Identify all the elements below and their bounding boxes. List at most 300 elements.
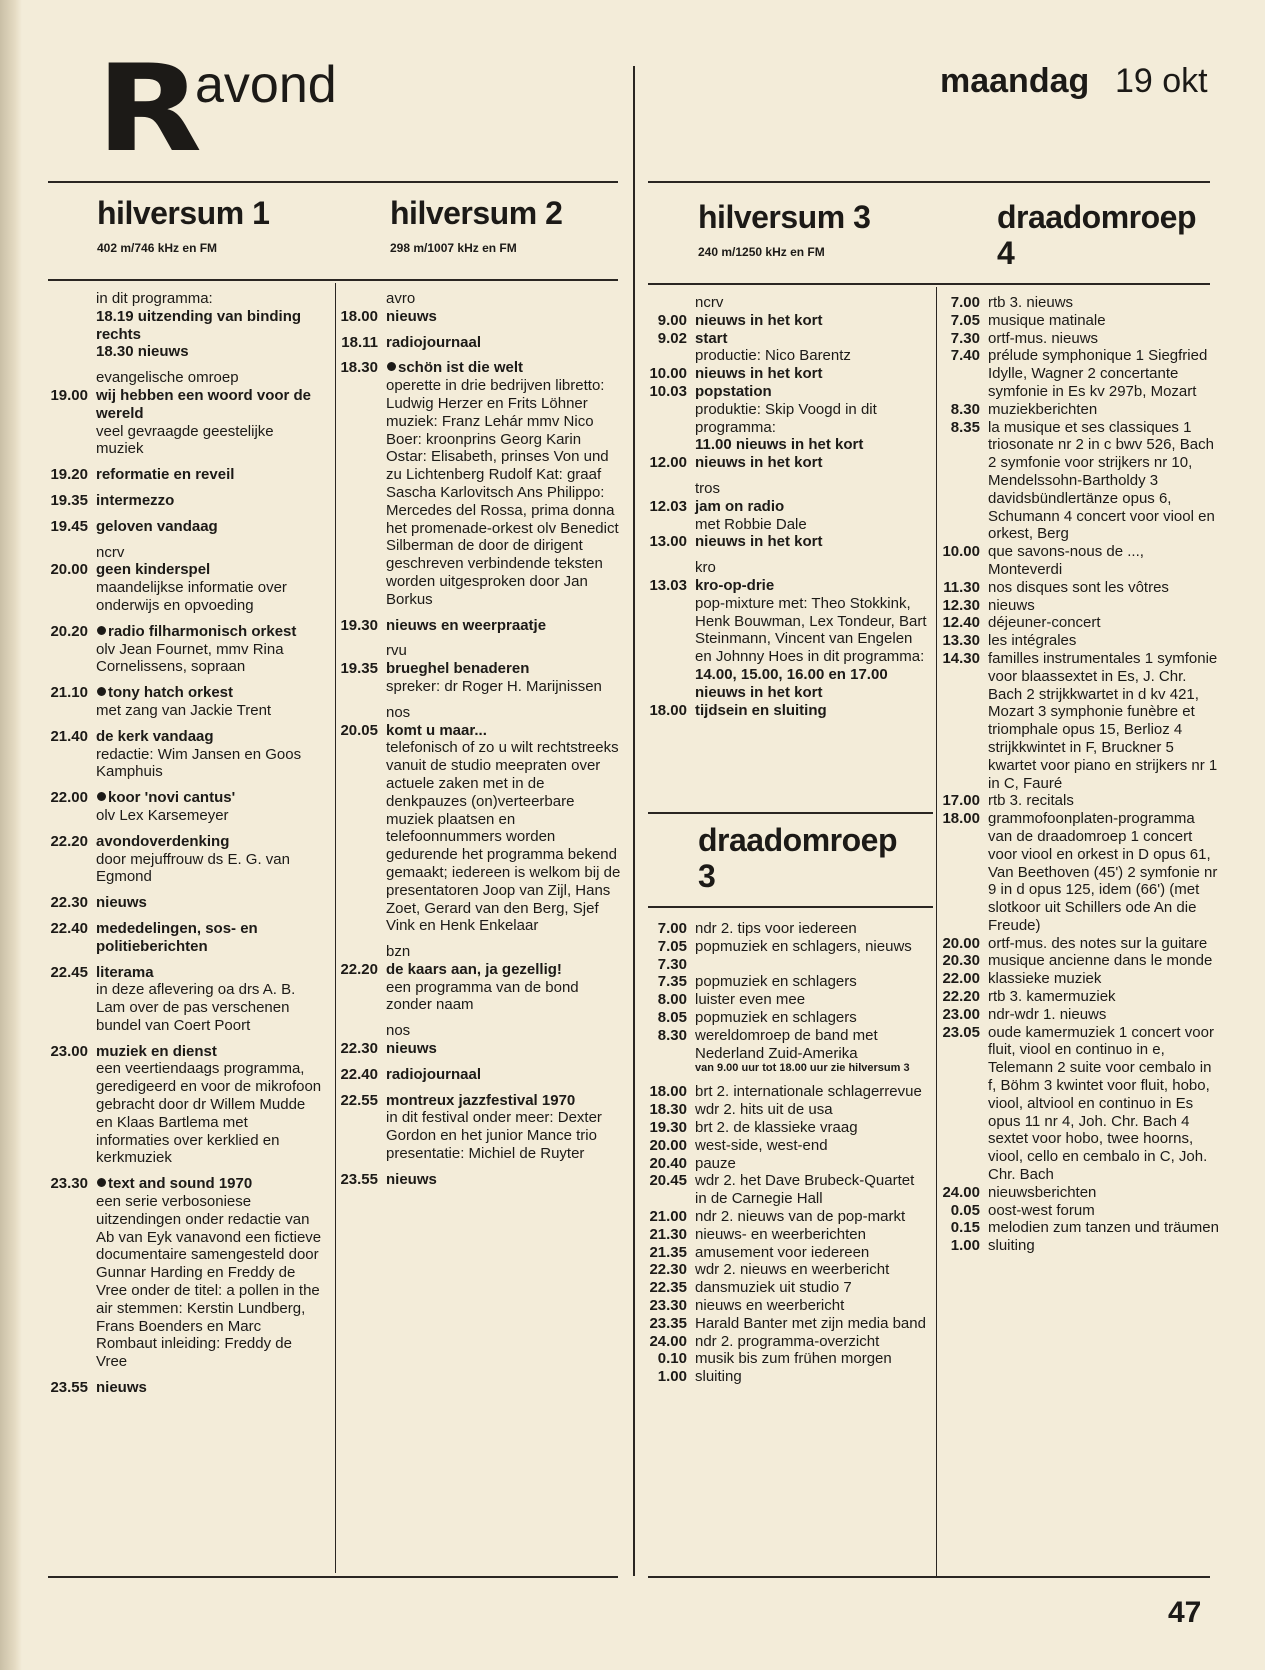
spacer: [44, 361, 322, 369]
program-time: 13.03: [649, 576, 687, 594]
program-body: [687, 1119, 930, 1137]
program-body: [687, 1083, 930, 1101]
program-body: [378, 1092, 622, 1163]
program-time: 21.00: [649, 1207, 687, 1225]
intro-highlight: 18.19 uitzending van binding rechts: [96, 307, 302, 343]
program-title: montreux jazzfestival 1970: [386, 1091, 576, 1109]
program-text: brt 2. internationale schlagerrevue: [695, 1083, 922, 1101]
program-title: nieuws: [386, 1040, 437, 1058]
spacer: [645, 1075, 930, 1083]
program-text: ortf-mus. des notes sur la guitare: [988, 934, 1208, 952]
program-body: [980, 347, 1220, 400]
broadcaster-name: kro: [695, 559, 716, 577]
program-entry: [645, 991, 930, 1009]
rule-bottom-left: [48, 1576, 618, 1578]
spacer: [332, 351, 622, 359]
program-body: [687, 1350, 930, 1368]
broadcaster-name: bzn: [386, 943, 411, 961]
program-time: 20.00: [649, 1136, 687, 1154]
program-time: 20.30: [942, 952, 980, 970]
program-title: nieuws: [96, 1379, 147, 1397]
program-body: [378, 334, 622, 352]
intro-row: [44, 290, 322, 361]
program-title: popstation: [695, 382, 772, 400]
program-time: 22.35: [649, 1279, 687, 1297]
station-draadomroep-4: [997, 199, 1196, 271]
program-text: musique matinale: [988, 311, 1106, 329]
program-entry: [645, 383, 930, 454]
program-time: 0.15: [950, 1219, 980, 1237]
program-text: popmuziek en schlagers: [695, 973, 857, 991]
program-body: [980, 294, 1220, 312]
stereo-icon: [97, 792, 106, 801]
program-entry: [332, 1066, 622, 1084]
rule-top-right: [648, 181, 1210, 183]
program-time: 23.05: [942, 1023, 980, 1041]
program-time: 11.30: [943, 578, 980, 596]
program-body: [687, 1208, 930, 1226]
station-number: 3: [698, 858, 716, 894]
program-title: nieuws: [386, 307, 437, 325]
program-body: [980, 1184, 1220, 1202]
program-title: de kerk vandaag: [96, 727, 214, 745]
broadcaster-row: [332, 943, 622, 961]
program-entry: [44, 1043, 322, 1168]
program-text: ndr-wdr 1. nieuws: [988, 1005, 1107, 1023]
spacer: [44, 720, 322, 728]
program-entry: [645, 920, 930, 938]
program-text: oost-west forum: [988, 1201, 1095, 1219]
program-entry: [645, 454, 930, 472]
program-highlight: 14.00, 15.00, 16.00 en 17.00 nieuws in het kort: [695, 665, 888, 701]
program-entry: [645, 973, 930, 991]
program-time: 7.00: [657, 920, 687, 937]
program-entry: [332, 308, 622, 326]
program-title: literama: [96, 963, 154, 981]
program-time: 19.35: [340, 660, 378, 678]
program-description: maandelijkse informatie over onderwijs en opvoeding: [96, 579, 287, 614]
program-highlight: 11.00 nieuws in het kort: [695, 436, 864, 454]
program-time: 23.00: [50, 1042, 88, 1060]
program-time: 8.30: [950, 400, 980, 418]
program-body: [687, 1226, 930, 1244]
program-time: 8.05: [657, 1008, 687, 1026]
program-title: start: [695, 329, 728, 347]
program-time: 7.05: [950, 311, 980, 329]
broadcaster-row: [44, 544, 322, 562]
program-entry: [940, 792, 1220, 810]
broadcaster-name: ncrv: [695, 294, 724, 311]
program-time: 22.30: [649, 1261, 687, 1279]
program-title: radio filharmonisch orkest: [108, 622, 297, 640]
program-time: 0.05: [950, 1201, 980, 1219]
program-text: nos disques sont les vôtres: [988, 578, 1169, 596]
broadcaster-name: ncrv: [96, 543, 125, 561]
program-time: 23.00: [942, 1005, 980, 1023]
program-time: 21.40: [50, 727, 88, 745]
program-title: nieuws: [386, 1170, 437, 1188]
program-text: pauze: [695, 1154, 736, 1172]
spacer: [332, 1014, 622, 1022]
spacer: [332, 935, 622, 943]
program-entry: [645, 938, 930, 956]
program-title: nieuws en weerpraatje: [386, 616, 547, 634]
program-entry: [44, 833, 322, 886]
program-title: mededelingen, sos- en politieberichten: [96, 919, 258, 955]
program-entry: [645, 330, 930, 366]
program-text: ndr 2. tips voor iedereen: [695, 920, 857, 937]
station-name: draadomroep: [698, 822, 897, 858]
time-blank: [332, 943, 378, 961]
program-text: dansmuziek uit studio 7: [695, 1279, 852, 1297]
program-time: 20.20: [50, 622, 88, 640]
program-entry: [645, 1279, 930, 1297]
rule-header-left: [48, 279, 618, 281]
program-time: 18.00: [649, 1083, 687, 1101]
program-body: [687, 1297, 930, 1315]
program-entry: [645, 498, 930, 534]
program-time: 8.35: [950, 418, 980, 436]
program-time: 7.35: [657, 973, 687, 991]
broadcaster-name: tros: [695, 479, 721, 497]
program-time: 14.30: [942, 649, 980, 667]
program-time: 20.05: [340, 721, 378, 739]
program-body: [88, 387, 322, 458]
section-letter: R: [96, 40, 198, 179]
station-frequency: 402 m/746 kHz en FM: [97, 241, 218, 255]
station-name: draadomroep: [997, 199, 1196, 235]
rule-draadomroep3-bottom: [648, 906, 933, 908]
spacer: [332, 1084, 622, 1092]
program-entry: [645, 1155, 930, 1173]
intro-text: [88, 290, 322, 361]
broadcaster-name: evangelische omroep: [96, 369, 239, 387]
program-body: [88, 920, 322, 956]
program-entry: [940, 632, 1220, 650]
program-text: ndr 2. programma-overzicht: [695, 1332, 880, 1350]
spacer: [44, 912, 322, 920]
program-title: nieuws in het kort: [695, 311, 823, 329]
time-blank: [44, 369, 88, 387]
program-title: de kaars aan, ja gezellig!: [386, 960, 562, 978]
program-entry: [645, 1261, 930, 1279]
program-entry: [940, 1024, 1220, 1184]
program-time: 22.20: [50, 832, 88, 850]
program-entry: [940, 347, 1220, 400]
spacer: [44, 536, 322, 544]
program-title: jam on radio: [695, 497, 785, 515]
program-time: 22.20: [340, 960, 378, 978]
stereo-icon: [387, 362, 396, 371]
program-time: 10.00: [649, 365, 687, 383]
program-time: 18.00: [649, 701, 687, 719]
program-entry: [940, 614, 1220, 632]
program-body: [88, 684, 322, 720]
rule-header-right: [648, 283, 1210, 285]
program-entry: [44, 728, 322, 781]
program-body: [378, 617, 622, 635]
program-entry: [332, 1092, 622, 1163]
program-body: [687, 577, 930, 702]
program-body: [687, 702, 930, 720]
program-time: 21.30: [649, 1225, 687, 1243]
program-body: [687, 956, 930, 974]
program-description: met Robbie Dale: [695, 515, 807, 533]
program-description: een programma van de bond zonder naam: [386, 978, 579, 1014]
program-entry: [332, 359, 622, 608]
program-body: [980, 1219, 1220, 1237]
program-body: [980, 419, 1220, 544]
program-time: 9.02: [657, 329, 687, 347]
program-time: 20.45: [649, 1172, 687, 1190]
program-title: reformatie en reveil: [96, 466, 235, 484]
program-body: [378, 722, 622, 936]
program-title: intermezzo: [96, 491, 175, 509]
program-text: wereldomroep de band met Nederland Zuid-Amerika: [695, 1026, 878, 1062]
program-title: nieuws: [96, 894, 147, 912]
program-body: [687, 383, 930, 454]
program-text: musique ancienne dans le monde: [988, 952, 1213, 970]
time-blank: [645, 294, 687, 312]
program-body: [687, 1155, 930, 1173]
broadcaster-name: nos: [386, 1022, 411, 1040]
program-time: 22.30: [340, 1040, 378, 1058]
spacer: [44, 825, 322, 833]
program-time: 10.00: [942, 543, 980, 561]
program-entry: [940, 810, 1220, 935]
intro-highlight: 18.30 nieuws: [96, 343, 189, 361]
program-entry: [940, 401, 1220, 419]
spacer: [332, 609, 622, 617]
program-text: musik bis zum frühen morgen: [695, 1350, 892, 1368]
program-entry: [44, 1379, 322, 1397]
program-entry: [940, 1219, 1220, 1237]
program-text: la musique et ses classiques 1 triosonate nr 2 in c bwv 526, Bach 2 symfonie voor strijkers nr 10, Mendelssohn-Bartholdy 3 davidsbündlertänze opus 6, Schumann 4 concert voor viool en orkest, Berg: [988, 418, 1215, 543]
program-body: [88, 1175, 322, 1371]
program-entry: [645, 1172, 930, 1208]
program-description: een veertiendaags programma, geredigeerd en voor de mikrofoon gebracht door dr Willem Mudde en Klaas Bartlema met informaties over kerklied en kerkmuziek: [96, 1060, 322, 1167]
program-time: 23.55: [50, 1379, 88, 1397]
broadcaster-row: [645, 559, 930, 577]
time-blank: [645, 480, 687, 498]
program-entry: [940, 952, 1220, 970]
schedule-note: van 9.00 uur tot 18.00 uur zie hilversum 3: [695, 1062, 910, 1075]
time-blank: [44, 544, 88, 562]
program-description: spreker: dr Roger H. Marijnissen: [386, 677, 602, 695]
program-entry: [645, 1027, 930, 1063]
program-body: [980, 792, 1220, 810]
schedule-hilversum-2: [332, 290, 622, 1197]
program-entry: [332, 334, 622, 352]
program-time: 23.30: [50, 1175, 88, 1193]
program-entry: [940, 1237, 1220, 1255]
program-body: [378, 660, 622, 696]
program-entry: [44, 789, 322, 825]
program-body: [687, 533, 930, 551]
time-blank: [332, 290, 378, 308]
program-body: [378, 359, 622, 608]
program-text: déjeuner-concert: [988, 614, 1101, 632]
program-time: 24.00: [942, 1183, 980, 1201]
program-body: [378, 1171, 622, 1189]
program-time: 9.00: [657, 311, 687, 329]
program-entry: [645, 1208, 930, 1226]
program-text: wdr 2. nieuws en weerbericht: [695, 1261, 890, 1279]
program-time: 20.00: [942, 934, 980, 952]
program-entry: [940, 543, 1220, 579]
program-text: les intégrales: [988, 632, 1077, 650]
broadcaster-row: [44, 369, 322, 387]
program-description: veel gevraagde geestelijke muziek: [96, 422, 274, 458]
program-body: [88, 623, 322, 676]
program-body: [980, 1237, 1220, 1255]
program-time: 8.30: [657, 1026, 687, 1044]
program-body: [88, 728, 322, 781]
program-description: operette in drie bedrijven libretto: Ludwig Herzer en Frits Löhner muziek: Franz Lehár mmv Nico Boer: kroonprins Georg Karin Ostar: Elisabeth, prinses Von und zu Lichtenberg Rudolf Kat: graaf Sascha Karlovitsch Ans Philippo: Mercedes del Rossa, prima donna het promenade-orkest olv Benedict Silberman de door de dirigent geschreven verbindende teksten worden uitgesproken door Jan Borkus: [386, 377, 619, 608]
program-body: [687, 330, 930, 366]
broadcaster-row: [332, 1022, 622, 1040]
program-body: [980, 312, 1220, 330]
spacer: [44, 956, 322, 964]
program-body: [687, 938, 930, 956]
program-time: 19.35: [50, 491, 88, 509]
program-entry: [332, 1040, 622, 1058]
program-body: [687, 1368, 930, 1386]
program-time: 7.30: [657, 955, 687, 973]
program-entry: [645, 1333, 930, 1351]
program-text: ndr 2. nieuws van de pop-markt: [695, 1207, 906, 1225]
program-title: nieuws in het kort: [695, 454, 823, 472]
program-time: 17.00: [942, 792, 980, 810]
program-body: [687, 498, 930, 534]
program-time: 19.20: [50, 466, 88, 484]
spacer: [44, 886, 322, 894]
program-body: [687, 973, 930, 991]
program-body: [88, 1379, 322, 1397]
program-title: koor 'novi cantus': [108, 789, 236, 807]
program-time: 22.00: [942, 970, 980, 988]
program-title: brueghel benaderen: [386, 660, 530, 678]
station-name: hilversum 3: [698, 199, 871, 235]
intro-line: in dit programma:: [96, 290, 213, 307]
program-entry: [44, 466, 322, 484]
program-text: sluiting: [695, 1368, 742, 1386]
station-frequency: 240 m/1250 kHz en FM: [698, 245, 825, 259]
program-entry: [645, 1137, 930, 1155]
program-entry: [44, 1175, 322, 1371]
program-entry: [940, 597, 1220, 615]
page-number: 47: [1168, 1596, 1202, 1629]
col-divider-3: [936, 287, 937, 1577]
spacer: [44, 615, 322, 623]
date-label: 19 okt: [1115, 62, 1208, 100]
program-entry: [940, 1202, 1220, 1220]
program-body: [980, 579, 1220, 597]
station-hilversum-2: [390, 195, 562, 255]
program-entry: [940, 419, 1220, 544]
program-time: 22.45: [50, 963, 88, 981]
rule-top-left: [48, 181, 618, 183]
program-body: [687, 1027, 930, 1063]
program-title: kro-op-drie: [695, 576, 775, 594]
program-time: 22.20: [942, 988, 980, 1006]
program-text: nieuws en weerbericht: [695, 1296, 845, 1314]
schedule-hilversum-3: [645, 294, 930, 719]
program-entry: [645, 1226, 930, 1244]
station-name: hilversum 2: [390, 195, 563, 231]
stereo-icon: [97, 687, 106, 696]
program-time: 24.00: [649, 1332, 687, 1350]
broadcaster-name: nos: [386, 703, 411, 721]
program-entry: [940, 1006, 1220, 1024]
program-text: brt 2. de klassieke vraag: [695, 1118, 858, 1136]
program-text: west-side, west-end: [695, 1136, 828, 1154]
program-text: ortf-mus. nieuws: [988, 329, 1099, 347]
program-body: [980, 988, 1220, 1006]
program-text: melodien zum tanzen und träumen: [988, 1219, 1219, 1237]
program-entry: [44, 518, 322, 536]
program-entry: [940, 1184, 1220, 1202]
program-time: 7.00: [950, 294, 980, 311]
program-body: [687, 1279, 930, 1297]
station-name: hilversum 1: [97, 195, 270, 231]
spacer: [44, 1371, 322, 1379]
program-body: [980, 632, 1220, 650]
program-time: 23.55: [340, 1170, 378, 1188]
program-body: [88, 833, 322, 886]
program-title: geloven vandaag: [96, 517, 218, 535]
spacer: [332, 1058, 622, 1066]
program-body: [980, 970, 1220, 988]
program-entry: [44, 684, 322, 720]
program-body: [687, 1137, 930, 1155]
program-entry: [940, 330, 1220, 348]
program-description: een serie verbosoniese uitzendingen onder redactie van Ab van Eyk vanavond een fictieve documentaire samengesteld door Gunnar Harding en Freddy de Vree onder de titel: a pollen in the air stemmen: Kerstin Lundberg, Frans Boenders en Marc Rombaut inleiding: Freddy de Vree: [96, 1193, 322, 1371]
program-body: [687, 1172, 930, 1208]
program-time: 19.45: [50, 517, 88, 535]
program-time: 12.30: [942, 596, 980, 614]
program-entry: [645, 956, 930, 974]
program-body: [378, 1040, 622, 1058]
spacer: [332, 696, 622, 704]
program-entry: [645, 1350, 930, 1368]
program-description: olv Lex Karsemeyer: [96, 806, 229, 824]
program-entry: [332, 722, 622, 936]
station-draadomroep-3: [698, 822, 897, 894]
program-body: [980, 330, 1220, 348]
program-entry: [645, 1119, 930, 1137]
program-body: [980, 650, 1220, 792]
program-description: telefonisch of zo u wilt rechtstreeks vanuit de studio meepraten over actuele zaken met in de denkpauzes (on)verteerbare muziek plaatsen en telefoonnummers worden gedurende het programma bekend gemaakt; iedereen is welkom bij de presentatoren Joop van Zijl, Hans Zoet, Gerard van den Berg, Sjef Vink en Henk Enkelaar: [386, 739, 621, 935]
program-time: 23.30: [649, 1296, 687, 1314]
spacer: [44, 1397, 322, 1405]
program-text: luister even mee: [695, 991, 806, 1009]
program-entry: [332, 1171, 622, 1189]
broadcaster-row: [332, 704, 622, 722]
program-entry: [332, 961, 622, 1014]
program-entry: [645, 1009, 930, 1027]
program-entry: [645, 365, 930, 383]
program-time: 8.00: [657, 991, 687, 1009]
program-text: grammofoonplaten-programma van de draadomroep 1 concert voor viool en orkest in D opus 61, Van Beethoven (45') 2 symfonie nr 9 in d opus 125, idem (66') (met slotkoor uit Schillers ode An die Freude): [988, 810, 1218, 934]
program-body: [88, 1043, 322, 1168]
program-entry: [645, 1368, 930, 1386]
program-body: [88, 466, 322, 484]
program-entry: [332, 617, 622, 635]
program-entry: [645, 1101, 930, 1119]
program-text: oude kamermuziek 1 concert voor fluit, viool en continuo in e, Telemann 2 suite voor cembalo in f, Böhm 3 kwintet voor fluit, hobo, viool, altviool en continuo in Es opus 11 nr 4, Joh. Chr. Bach 4 sextet voor hobo, twee hoorns, viool, cello en cembalo in C, Joh. Chr. Bach: [988, 1023, 1214, 1184]
program-text: popmuziek en schlagers: [695, 1008, 857, 1026]
